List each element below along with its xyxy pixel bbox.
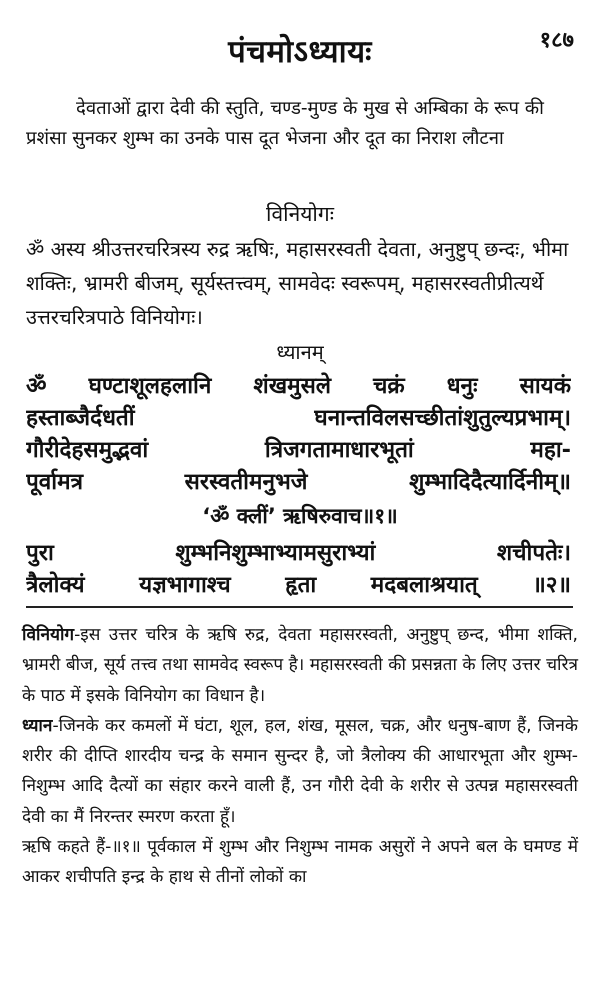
page-number: १८७ — [539, 28, 574, 53]
dhyana-verse-line-4: पूर्वामत्र सरस्वतीमनुभजे शुम्भादिदैत्यार्दिनीम्॥ — [26, 469, 571, 495]
commentary-dhyana-paragraph — [22, 711, 578, 832]
dhyana-verse — [26, 370, 571, 498]
section-divider — [26, 606, 573, 608]
commentary-viniyoga-text: -इस उत्तर चरित्र के ऋषि रुद्र, देवता महासरस्वती, अनुष्टुप् छन्द, भीमा शक्ति, भ्रामरी बीज, सूर्य तत्त्व तथा सामवेद स्वरूप है। महासरस्वती की प्रसन्नता के लिए उत्तर चरित्र के पाठ में इसके विनियोग का विधान है। — [22, 625, 578, 706]
commentary-rishi-text: पूर्वकाल में शुम्भ और निशुम्भ नामक असुरों ने अपने बल के घमण्ड में आकर शचीपति इन्द्र के हाथ से तीनों लोकों का — [22, 837, 578, 888]
commentary-rishi-term: ऋषि कहते हैं-॥१॥ — [22, 837, 141, 858]
dhyanam-heading: ध्यानम् — [276, 340, 324, 364]
viniyoga-heading: विनियोगः — [266, 202, 334, 226]
dhyana-verse-line-2: हस्ताब्जैर्दधतीं घनान्तविलसच्छीतांशुतुल्यप्रभाम्। — [26, 405, 571, 431]
dhyana-verse-line-3: गौरीदेहसमुद्भवां त्रिजगतामाधारभूतां महा- — [26, 437, 571, 463]
sloka-line-1: पुरा शुम्भनिशुम्भाभ्यामसुराभ्यां शचीपतेः। — [26, 540, 571, 566]
commentary-viniyoga-term: विनियोग — [22, 625, 75, 645]
sloka-line-2: त्रैलोक्यं यज्ञभागाश्च हृता मदबलाश्रयात् ॥२॥ — [26, 572, 571, 598]
commentary-viniyoga-paragraph — [22, 620, 578, 711]
viniyoga-text: ॐ अस्य श्रीउत्तरचरित्रस्य रुद्र ऋषिः, महासरस्वती देवता, अनुष्टुप् छन्दः, भीमा शक्तिः, भ्रामरी बीजम्, सूर्यस्तत्त्वम्, सामवेदः स्वरूपम्, महासरस्वतीप्रीत्यर्थे उत्तरचरित्रपाठे विनियोगः। — [26, 237, 569, 329]
rishi-uvacha-line: ‘ॐ क्लीं’ ऋषिरुवाच॥१॥ — [202, 504, 398, 528]
hindi-commentary — [22, 620, 578, 893]
chapter-summary: देवताओं द्वारा देवी की स्तुति, चण्ड-मुण्ड के मुख से अम्बिका के रूप की प्रशंसा सुनकर शुम्भ का उनके पास दूत भेजना और दूत का निराश लौटना — [26, 98, 544, 149]
commentary-rishi-paragraph — [22, 832, 578, 893]
dhyana-verse-line-1: ॐ घण्टाशूलहलानि शंखमुसले चक्रं धनुः सायकं — [26, 373, 571, 399]
sloka-verse — [26, 537, 571, 601]
commentary-dhyana-term: ध्यान — [22, 715, 53, 736]
chapter-title: पंचमोऽध्यायः — [228, 34, 372, 70]
commentary-dhyana-text: -जिनके कर कमलों में घंटा, शूल, हल, शंख, मूसल, चक्र, और धनुष-बाण हैं, जिनके शरीर की दीप्ति शारदीय चन्द्र के समान सुन्दर है, जो त्रैलोक्य की आधारभूता और शुम्भ-निशुम्भ आदि दैत्यों का संहार करने वाली हैं, उन गौरी देवी के शरीर से उत्पन्न महासरस्वती देवी का मैं निरन्तर स्मरण करता हूँ। — [22, 715, 578, 827]
